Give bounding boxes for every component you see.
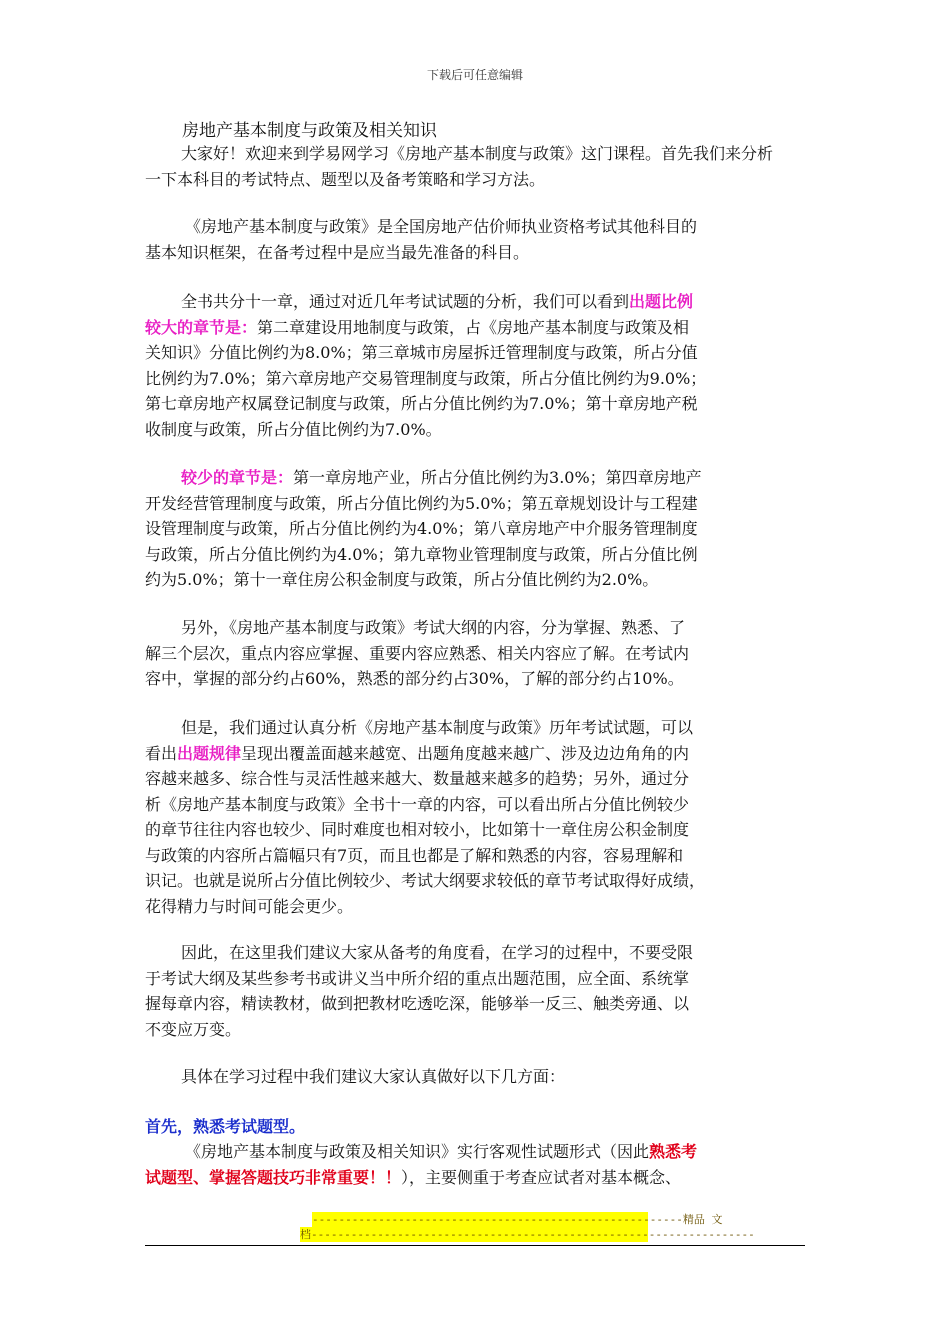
minor-chapters-paragraph <box>145 465 805 593</box>
footer-divider <box>145 1245 805 1246</box>
paragraph-line: 一下本科目的考试特点、题型以及备考策略和学习方法。 <box>145 169 546 189</box>
question-type-paragraph <box>145 1139 805 1190</box>
paragraph-line: 收制度与政策，所占分值比例约为7.0%。 <box>145 419 442 439</box>
study-advice-paragraph <box>145 940 805 1042</box>
document-title: 房地产基本制度与政策及相关知识 <box>182 121 437 141</box>
paragraph-line: 解三个层次，重点内容应掌握、重要内容应熟悉、相关内容应了解。在考试内 <box>145 643 690 663</box>
paragraph-text: ），主要侧重于考查应试者对基本概念、 <box>401 1167 682 1187</box>
header-note: 下载后可任意编辑 <box>426 68 523 82</box>
paragraph-line <box>145 289 805 315</box>
major-chapters-paragraph <box>145 289 805 442</box>
paragraph-text: 第一章房地产业，所占分值比例约为3.0%；第四章房地产 <box>293 468 702 487</box>
paragraph-line: 因此，在这里我们建议大家从备考的角度看，在学习的过程中，不要受限 <box>181 943 694 962</box>
subject-overview-paragraph <box>145 214 805 265</box>
paragraph-line <box>145 741 805 767</box>
paragraph-line: 与政策，所占分值比例约为4.0%；第九章物业管理制度与政策，所占分值比例 <box>145 544 698 564</box>
section-heading <box>145 1114 805 1140</box>
highlight-text: 熟悉考 <box>649 1142 698 1161</box>
paragraph-line <box>145 1165 805 1191</box>
paragraph-text: 《房地产基本制度与政策及相关知识》实行客观性试题形式（因此 <box>185 1142 650 1161</box>
paragraph-line: 另外，《房地产基本制度与政策》考试大纲的内容，分为掌握、熟悉、了 <box>181 618 686 637</box>
syllabus-levels-paragraph <box>145 615 805 692</box>
paragraph-line: 容越来越多、综合性与灵活性越来越大、数量越来越多的趋势；另外，通过分 <box>145 769 690 788</box>
paragraph-line: 识记。也就是说所占分值比例较少、考试大纲要求较低的章节考试取得好成绩， <box>145 871 706 890</box>
paragraph-line: 于考试大纲及某些参考书或讲义当中所介绍的重点出题范围，应全面、系统掌 <box>145 968 690 988</box>
paragraph-line: 析《房地产基本制度与政策》全书十一章的内容，可以看出所占分值比例较少 <box>145 794 690 814</box>
footer-line: 档------------------------------------------------------------------- <box>300 1228 755 1241</box>
paragraph-line: 不变应万变。 <box>145 1019 242 1039</box>
paragraph-line: 关知识》分值比例约为8.0%；第三章城市房屋拆迁管理制度与政策，所占分值 <box>145 343 698 362</box>
paragraph-text: 全书共分十一章，通过对近几年考试试题的分析，我们可以看到 <box>181 292 630 311</box>
paragraph-line: 大家好！欢迎来到学易网学习《房地产基本制度与政策》这门课程。首先我们来分析 <box>181 144 774 163</box>
paragraph-line <box>145 465 805 491</box>
paragraph-line: 《房地产基本制度与政策》是全国房地产估价师执业资格考试其他科目的 <box>185 217 698 236</box>
paragraph-line: 具体在学习过程中我们建议大家认真做好以下几方面： <box>181 1067 566 1086</box>
highlight-text: 较少的章节是： <box>181 468 294 487</box>
exam-pattern-paragraph <box>145 715 805 919</box>
paragraph-text: 看出 <box>145 743 178 763</box>
paragraph-line <box>145 1139 805 1165</box>
paragraph-text: 呈现出覆盖面越来越宽、出题角度越来越广、涉及边边角角的内 <box>241 743 690 763</box>
paragraph-line: 基本知识框架，在备考过程中是应当最先准备的科目。 <box>145 242 530 262</box>
paragraph-line: 的章节往往内容也较少、同时难度也相对较小，比如第十一章住房公积金制度 <box>145 820 690 839</box>
paragraph-line: 第七章房地产权属登记制度与政策，所占分值比例约为7.0%；第十章房地产税 <box>145 394 698 413</box>
highlight-text: 出题规律 <box>177 743 242 763</box>
footer-line: --------------------------------------------------------精品 文 <box>312 1213 723 1226</box>
highlight-text: 较大的章节是： <box>145 317 258 337</box>
intro-paragraph <box>145 141 805 192</box>
paragraph-line: 握每章内容，精读教材，做到把教材吃透吃深，能够举一反三、触类旁通、以 <box>145 994 690 1013</box>
highlight-text: 出题比例 <box>629 292 694 311</box>
paragraph-line: 但是，我们通过认真分析《房地产基本制度与政策》历年考试试题，可以 <box>181 718 694 737</box>
footer-watermark <box>300 1212 755 1242</box>
paragraph-line <box>145 315 805 341</box>
paragraph-text: 第二章建设用地制度与政策，占《房地产基本制度与政策及相 <box>257 317 690 337</box>
paragraph-line: 设管理制度与政策，所占分值比例约为4.0%；第八章房地产中介服务管理制度 <box>145 519 698 538</box>
paragraph-line: 比例约为7.0%；第六章房地产交易管理制度与政策，所占分值比例约为9.0%； <box>145 368 707 388</box>
highlight-text: 试题型、掌握答题技巧非常重要！！ <box>145 1167 402 1187</box>
paragraph-line: 开发经营管理制度与政策，所占分值比例约为5.0%；第五章规划设计与工程建 <box>145 493 698 513</box>
paragraph-line: 花得精力与时间可能会更少。 <box>145 896 354 916</box>
heading-text: 首先，熟悉考试题型。 <box>145 1117 306 1136</box>
transition-paragraph <box>145 1064 805 1090</box>
paragraph-line: 约为5.0%；第十一章住房公积金制度与政策，所占分值比例约为2.0%。 <box>145 570 659 589</box>
paragraph-line: 容中，掌握的部分约占60%，熟悉的部分约占30%，了解的部分约占10%。 <box>145 669 684 688</box>
paragraph-line: 与政策的内容所占篇幅只有7页，而且也都是了解和熟悉的内容，容易理解和 <box>145 845 684 865</box>
